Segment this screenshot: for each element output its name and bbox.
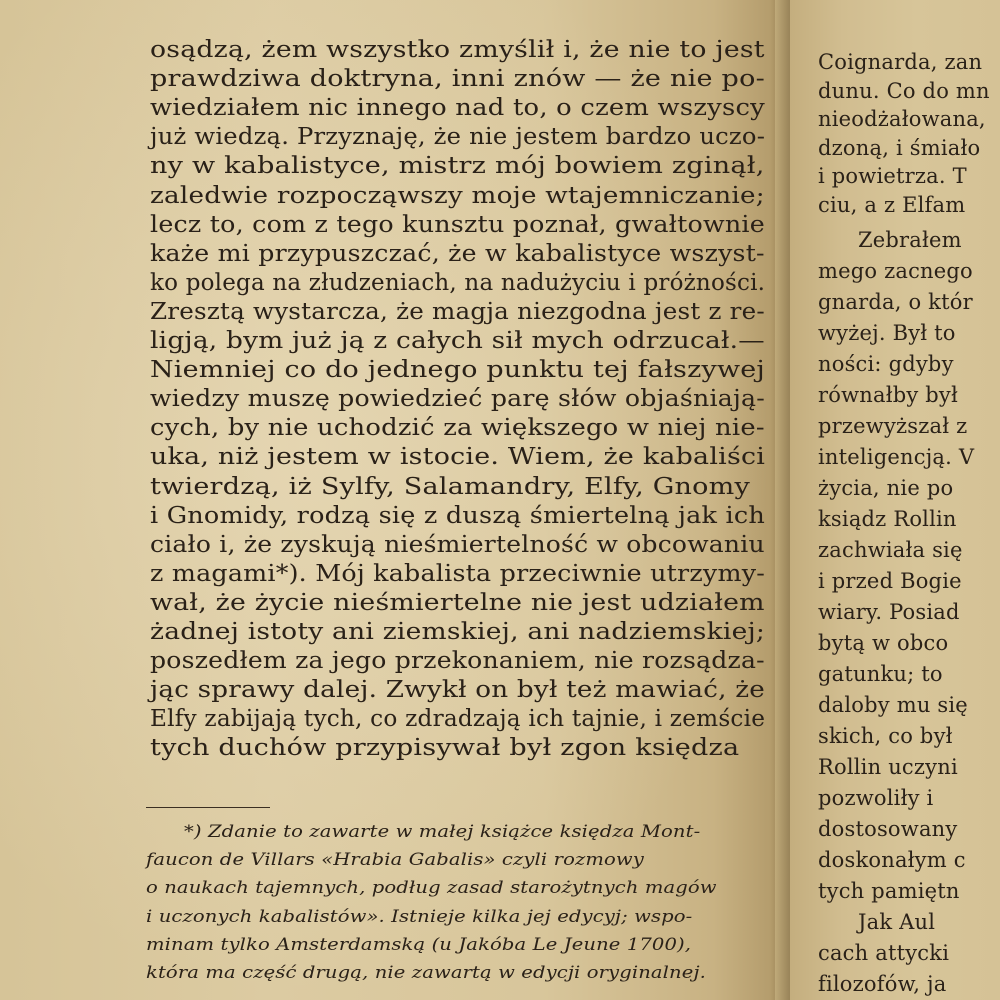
main-text-line: Niemniej co do jednego punktu tej fałszywej [150,355,765,384]
right-page-text-line: Zebrałem [858,228,962,252]
right-page-text-line: dostosowany [818,817,958,841]
right-page-text-line: wiary. Posiad [818,600,960,624]
main-text-line: cych, by nie uchodzić za większego w niej nie- [150,413,765,442]
right-page-text-line: Rollin uczyni [818,755,958,779]
right-page-text-line: ciu, a z Elfam [818,192,966,217]
right-page-text-line: zachwiała się [818,538,963,562]
right-page-text-line: życia, nie po [818,476,954,500]
right-page-text-line: mego zacnego [818,259,973,283]
main-text-line: twierdzą, iż Sylfy, Salamandry, Elfy, Gnomy [150,471,751,500]
right-page-text-line: pozwoliły i [818,786,934,810]
main-text-line: tych duchów przypisywał był zgon księdza [150,733,740,762]
right-page-text-line: gnarda, o któr [818,290,973,314]
main-text-line: lecz to, com z tego kunsztu poznał, gwałtownie [150,209,765,238]
right-page-text-line: przewyższał z [818,414,968,438]
footnote-divider [146,807,270,808]
right-page-text-line: skich, co był [818,724,953,748]
right-page-text-line: dzoną, i śmiało [818,135,981,160]
main-text-line: poszedłem za jego przekonaniem, nie rozsądza- [150,646,765,675]
main-text-line: prawdziwa doktryna, inni znów — że nie po- [150,64,765,93]
main-text-line: zaledwie rozpocząwszy moje wtajemniczanie; [150,180,765,209]
main-text-line: wiedziałem nic innego nad to, o czem wszyscy [150,93,765,122]
right-page-text-line: dunu. Co do mn [818,78,990,103]
right-page-text-line: bytą w obco [818,631,949,655]
footnote-line: minam tylko Amsterdamską (u Jakóba Le Jeune 1700), [146,934,692,955]
main-text-line: żadnej istoty ani ziemskiej, ani nadziemskiej; [150,617,766,645]
main-text-line: jąc sprawy dalej. Zwykł on był też mawiać, że [150,675,766,704]
main-text-line: i Gnomidy, rodzą się z duszą śmiertelną jak ich [150,500,766,529]
footnote-line: która ma część drugą, nie zawartą w edycji oryginalnej. [146,963,706,983]
main-text-line: ko polega na złudzeniach, na nadużyciu i próżności. [150,267,766,296]
right-page-text-line: doskonałym c [818,848,966,872]
main-text-line: każe mi przypuszczać, że w kabalistyce wszyst- [150,238,765,267]
right-page-text-line: Jak Aul [858,910,936,934]
main-text-line: osądzą, żem wszystko zmyślił i, że nie to jest [150,35,765,63]
right-page-text-line: filozofów, ja [818,972,947,996]
footnote-line: *) Zdanie to zawarte w małej książce księdza Mont- [184,822,701,842]
right-page-text-line: ksiądz Rollin [818,507,957,531]
main-text-line: wiedzy muszę powiedzieć parę słów objaśniają- [150,384,765,413]
right-page-text-line: daloby mu się [818,693,968,717]
main-text-line: wał, że życie nieśmiertelne nie jest udziałem [150,587,765,616]
right-page-text-line: gatunku; to [818,662,943,686]
right-page-text-line: i przed Bogie [818,569,962,593]
main-text-line: z magami*). Mój kabalista przeciwnie utrzymy- [150,558,765,587]
main-text-line: ny w kabalistyce, mistrz mój bowiem zginął, [150,151,765,180]
main-text-line: ciało i, że zyskują nieśmiertelność w obcowaniu [150,529,765,558]
main-text-line: uka, niż jestem w istocie. Wiem, że kabaliści [150,442,766,471]
right-page-text-line: ności: gdyby [818,352,954,376]
footnote-line: i uczonych kabalistów». Istnieje kilka jej edycyj; wspo- [146,906,693,927]
right-page [790,0,1000,1000]
main-text-line: już wiedzą. Przyznaję, że nie jestem bardzo uczo- [150,122,766,151]
right-page-text-line: inteligencją. V [818,445,975,469]
right-page-text-line: nieodżałowana, [818,107,986,131]
right-page-text-line: równałby był [818,383,959,407]
main-text-line: Elfy zabijają tych, co zdradzają ich tajnie, i zemście [150,704,766,733]
right-page-text-line: Coignarda, zan [818,50,983,74]
right-page-text-line: tych pamiętn [818,879,960,903]
main-text-line: Zresztą wystarcza, że magja niezgodna jest z re- [150,296,765,325]
main-text-line: ligją, bym już ją z całych sił mych odrzucał.— [150,326,765,354]
footnote-line: faucon de Villars «Hrabia Gabalis» czyli rozmowy [146,850,644,871]
right-page-text-line: cach attycki [818,941,950,965]
right-page-text-line: i powietrza. T [818,164,967,188]
footnote-line: o naukach tajemnych, podług zasad starożytnych magów [146,878,717,899]
right-page-text-line: wyżej. Był to [818,321,956,345]
